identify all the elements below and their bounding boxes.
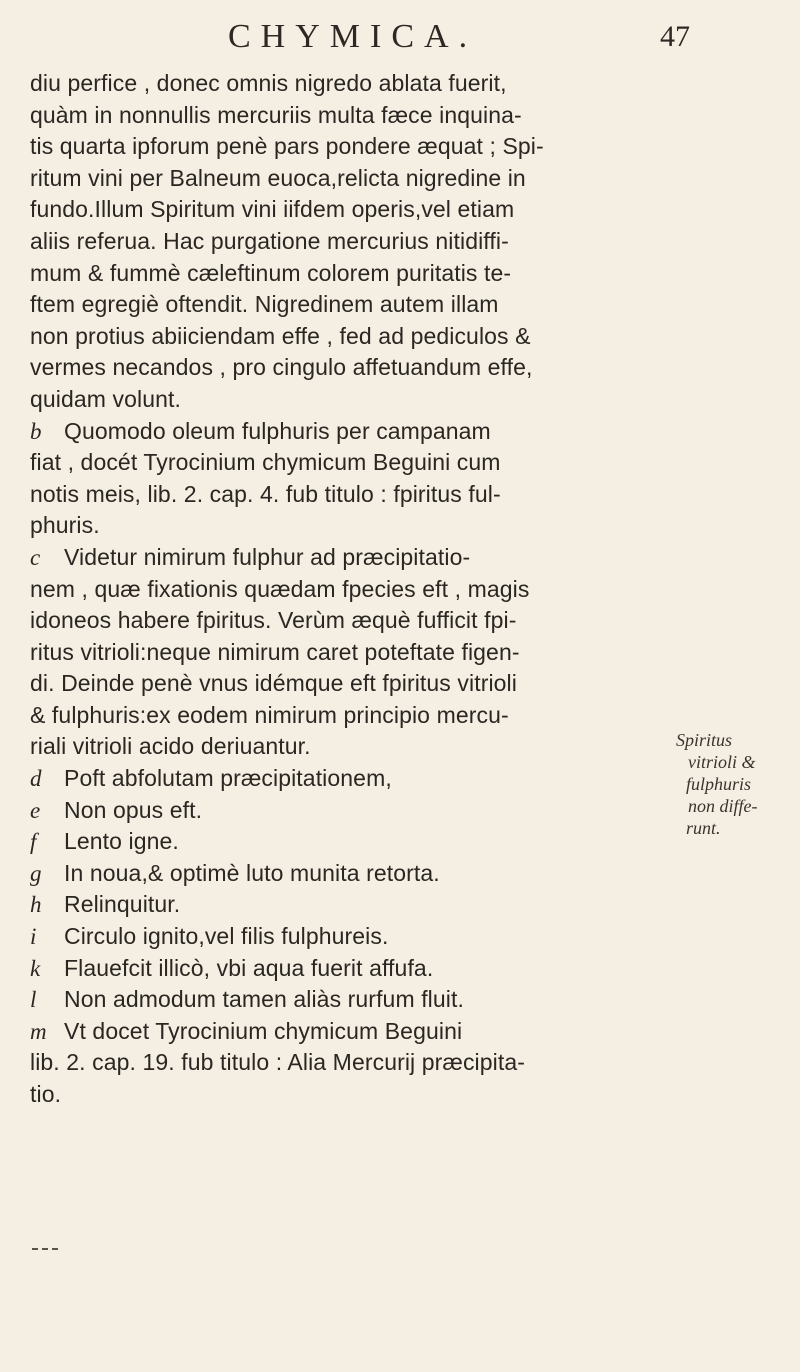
note-text: Quomodo oleum fulphuris per campanam <box>64 417 491 444</box>
note-key: d <box>30 766 42 792</box>
marginal-line: vitrioli & <box>688 752 756 772</box>
note-line <box>30 984 670 1016</box>
text-line: mum & fummè cæleftinum colorem puritatis te- <box>30 259 512 286</box>
marginal-line: runt. <box>686 818 721 838</box>
note-key: e <box>30 797 41 823</box>
note-line: phuris. <box>30 512 100 539</box>
note-line <box>30 953 670 985</box>
note-key: g <box>30 860 42 886</box>
text-line: ftem egregiè oftendit. Nigredinem autem illam <box>30 291 499 318</box>
note-line <box>30 416 670 448</box>
note-text: Poft abfolutam præcipitationem, <box>64 765 392 792</box>
text-line: vermes necandos , pro cingulo affetuandum effe, <box>30 354 533 381</box>
text-line: non protius abiiciendam effe , fed ad pediculos & <box>30 322 531 349</box>
note-key: i <box>30 924 37 950</box>
text-line: diu perfice , donec omnis nigredo ablata fuerit, <box>30 70 507 96</box>
note-text: Flauefcit illicò, vbi aqua fuerit affufa. <box>64 954 434 981</box>
note-line: lib. 2. cap. 19. fub titulo : Alia Mercurij præcipita- <box>30 1049 526 1076</box>
note-key: k <box>30 955 41 981</box>
note-key: l <box>30 987 37 1013</box>
text-line: quàm in nonnullis mercuriis multa fæce inquina- <box>30 101 522 128</box>
note-key: h <box>30 892 42 918</box>
running-head: CHYMICA. <box>228 18 478 55</box>
text-line: tis quarta ipforum penè pars pondere æquat ; Spi- <box>30 133 544 160</box>
marginal-line: Spiritus <box>676 730 733 750</box>
note-text: Non admodum tamen aliàs rurfum fluit. <box>64 986 464 1013</box>
note-line <box>30 1016 670 1048</box>
note-line <box>30 795 670 827</box>
note-text: Lento igne. <box>64 828 179 855</box>
note-line: ritus vitrioli:neque nimirum caret poteftate figen- <box>30 638 520 665</box>
note-key: f <box>30 829 37 855</box>
note-line: notis meis, lib. 2. cap. 4. fub titulo : fpiritus ful- <box>30 480 501 507</box>
text-line: aliis referua. Hac purgatione mercurius nitidiffi- <box>30 227 509 254</box>
note-text: Vt docet Tyrocinium chymicum Beguini <box>64 1017 463 1044</box>
page-header <box>180 16 700 60</box>
marginal-note <box>676 729 796 839</box>
closing-rule <box>32 1248 58 1250</box>
note-text: Relinquitur. <box>64 891 181 918</box>
note-line <box>30 921 670 953</box>
marginal-line: non diffe- <box>688 796 758 816</box>
note-line: idoneos habere fpiritus. Verùm æquè fufficit fpi- <box>30 607 517 634</box>
note-text: Circulo ignito,vel filis fulphureis. <box>64 923 389 950</box>
text-line: ritum vini per Balneum euoca,relicta nigredine in <box>30 164 526 191</box>
text-line: fundo.Illum Spiritum vini iifdem operis,vel etiam <box>30 196 515 223</box>
body-text <box>30 68 670 1111</box>
note-text: Videtur nimirum fulphur ad præcipitatio- <box>64 543 471 570</box>
note-line: tio. <box>30 1081 62 1107</box>
note-line <box>30 858 670 890</box>
note-line: fiat , docét Tyrocinium chymicum Beguini cum <box>30 449 501 476</box>
note-text: In noua,& optimè luto munita retorta. <box>64 859 440 886</box>
note-line <box>30 889 670 921</box>
page-number: 47 <box>660 20 690 53</box>
note-line: & fulphuris:ex eodem nimirum principio mercu- <box>30 701 509 728</box>
note-key: m <box>30 1018 47 1044</box>
note-key: c <box>30 544 41 570</box>
marginal-line: fulphuris <box>686 774 752 794</box>
note-line: di. Deinde penè vnus idémque eft fpiritus vitrioli <box>30 670 517 697</box>
note-line <box>30 763 670 795</box>
note-text: Non opus eft. <box>64 796 203 823</box>
note-line <box>30 542 670 574</box>
note-line <box>30 826 670 858</box>
text-line: quidam volunt. <box>30 385 181 412</box>
note-line: riali vitrioli acido deriuantur. <box>30 733 311 760</box>
note-line: nem , quæ fixationis quædam fpecies eft , magis <box>30 575 530 602</box>
note-key: b <box>30 418 42 444</box>
